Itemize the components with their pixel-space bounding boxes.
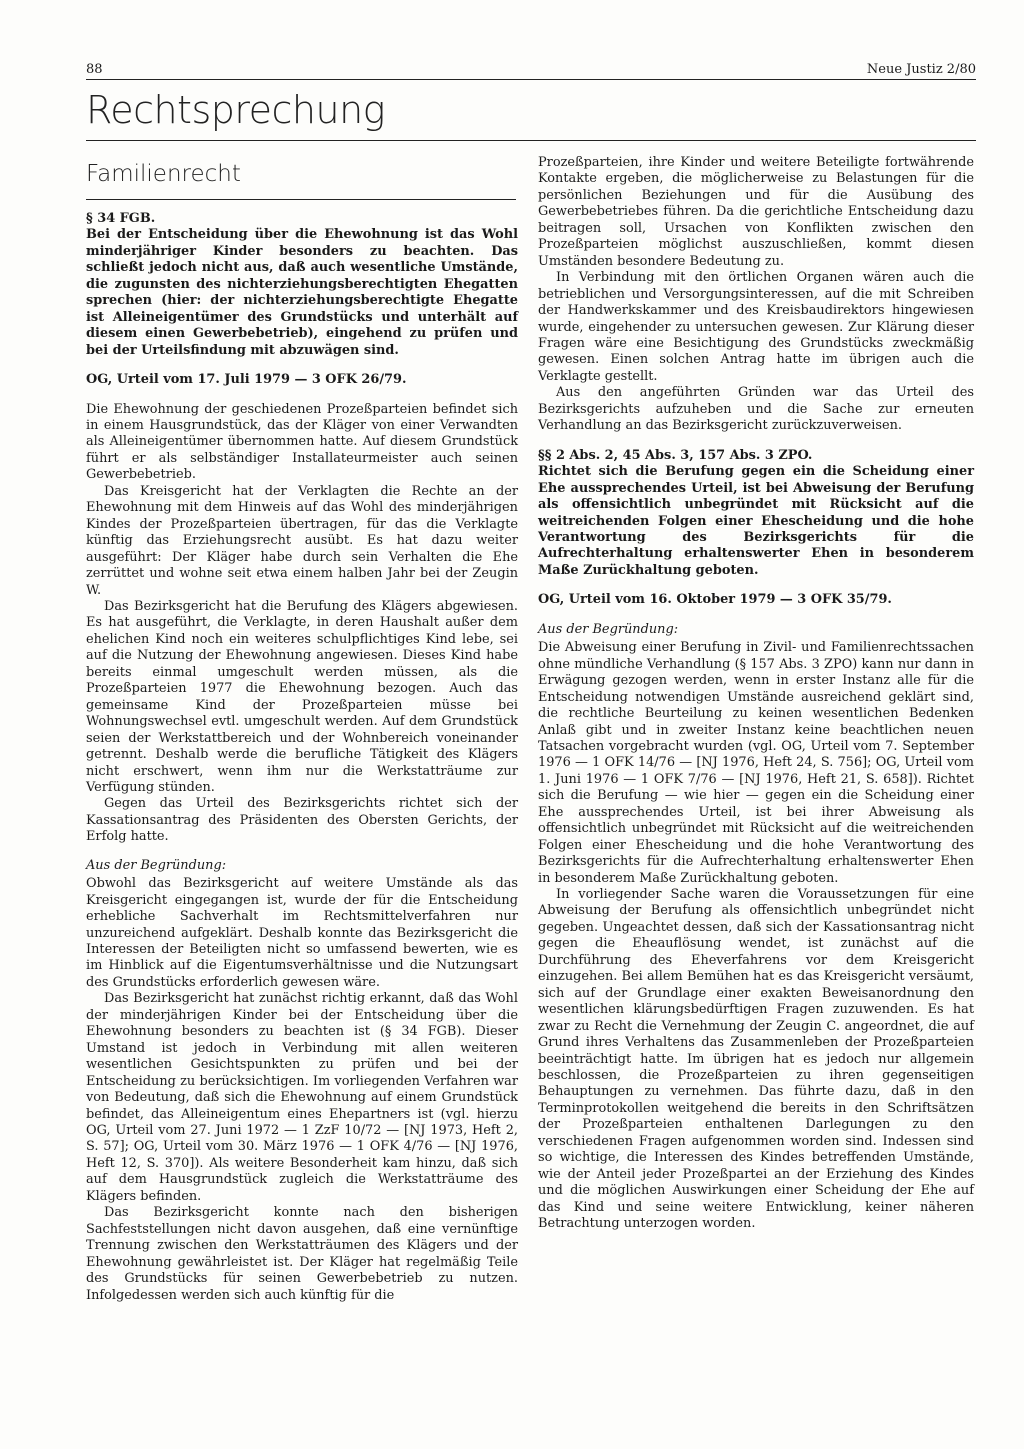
reasoning-subheading: Aus der Begründung: bbox=[538, 621, 679, 637]
section-title: Rechtsprechung bbox=[86, 88, 385, 132]
headnote: Bei der Entscheidung über die Ehewohnung ist das Wohl minderjähriger Kinder besonders zu beachten. Das schließt jedoch nicht aus, daß auch wesentliche Umstände, die zugunsten des nichterziehungsberechtigten Ehegatten sprechen (hier: der nichterziehungsberechtigte Ehegatte ist Alleineigentümer des Grundstücks und unterhält auf diesem einen Gewerbebetrieb), eingehend zu prüfen und bei der Urteilsfindung mit abzuwägen sind. bbox=[86, 227, 518, 358]
left-column bbox=[86, 211, 518, 1304]
right-column bbox=[538, 155, 974, 1233]
court-citation: OG, Urteil vom 17. Juli 1979 — 3 OFK 26/79. bbox=[86, 372, 407, 388]
court-citation: OG, Urteil vom 16. Oktober 1979 — 3 OFK 35/79. bbox=[538, 592, 892, 608]
paragraph: In Verbindung mit den örtlichen Organen wären auch die betrieblichen und Versorgungsinteressen, auf die mit Schreiben der Handwerkskammer und des Kreisbaudirektors hingewiesen wurde, eingehender zu untersuchen gewesen. Zur Klärung dieser Fragen wäre eine Besichtigung des Grundstücks zweckmäßig gewesen. Einen solchen Antrag hatte im übrigen auch die Verklagte gestellt. bbox=[538, 270, 974, 384]
header-rule bbox=[86, 79, 976, 80]
paragraph: Die Ehewohnung der geschiedenen Prozeßparteien befindet sich in einem Hausgrundstück, das der Kläger von einer Verwandten als Alleineigentümer übernommen hatte. Auf diesem Grundstück führt er als selbständiger Installateurmeister auch seinen Gewerbebetrieb. bbox=[86, 401, 518, 483]
journal-issue: Neue Justiz 2/80 bbox=[866, 62, 976, 77]
spacer bbox=[538, 435, 974, 448]
paragraph: In vorliegender Sache waren die Voraussetzungen für eine Abweisung der Berufung als offensichtlich unbegründet nicht gegeben. Ungeachtet dessen, daß sich der Kassationsantrag nicht gegen die Eheauflösung wendet, ist zunächst auf die Durchführung des Eheverfahrens vor dem Kreisgericht einzugehen. Bei allem Bemühen hat es das Kreisgericht versäumt, sich auf der Grundlage einer exakten Beweisanordnung den wesentlichen klärungsbedürftigen Fragen zuzuwenden. Es hat zwar zu Recht die Vernehmung der Zeugin C. angeordnet, die auf Grund ihres Verhaltens das Zusammenleben der Prozeßparteien beeinträchtigt hatte. Im übrigen hat es jedoch nur allgemein beschlossen, die Prozeßparteien zu ihren gegenseitigen Behauptungen zu vernehmen. Das führte dazu, daß in den Terminprotokollen weitgehend die bereits in den Schriftsätzen der Prozeßparteien enthaltenen Darlegungen zu den verschiedenen Fragen aufgenommen worden sind. Indessen sind so wichtige, die Interessen des Kindes betreffenden Umstände, wie der Anteil jeder Prozeßpartei an der Erziehung des Kindes und die möglichen Auswirkungen einer Scheidung der Ehe auf das Kind und seine weitere Entwicklung, keiner näheren Betrachtung unterzogen worden. bbox=[538, 887, 974, 1232]
paragraph: Aus den angeführten Gründen war das Urteil des Bezirksgerichts aufzuheben und die Sache zur erneuten Verhandlung an das Bezirksgericht zurückzuverweisen. bbox=[538, 385, 974, 434]
paragraph: Die Abweisung einer Berufung in Zivil- und Familienrechtssachen ohne mündliche Verhandlung (§ 157 Abs. 3 ZPO) kann nur dann in Erwägung gezogen werden, wenn in erster Instanz alle für die Entscheidung notwendigen Umstände ausreichend geklärt sind, die rechtliche Beurteilung zu keinen wesentlichen Bedenken Anlaß gibt und in zweiter Instanz keine beachtlichen neuen Tatsachen vorgebracht wurden (vgl. OG, Urteil vom 7. September 1976 — 1 OFK 14/76 — [NJ 1976, Heft 24, S. 756]; OG, Urteil vom 1. Juni 1976 — 1 OFK 7/76 — [NJ 1976, Heft 21, S. 658]). Richtet sich die Berufung — wie hier — gegen ein die Scheidung einer Ehe aussprechendes Urteil, ist bei ihrer Abweisung als offensichtlich unbegründet mit Rücksicht auf die weitreichenden Folgen einer Ehescheidung und die hohe Verantwortung des Bezirksgerichts für die Aufrechterhaltung erhaltenswerter Ehen in besonderem Maße Zurückhaltung geboten. bbox=[538, 640, 974, 886]
page-number: 88 bbox=[86, 62, 103, 77]
paragraph: Obwohl das Bezirksgericht auf weitere Umstände als das Kreisgericht eingegangen ist, wurde der für die Entscheidung erhebliche Sachverhalt im Rechtsmittelverfahren nur unzureichend aufgeklärt. Deshalb konnte das Bezirksgericht die Interessen der Beteiligten nicht so umfassend bewerten, wie es im Hinblick auf die Eigentumsverhältnisse und die Nutzungsart des Grundstücks erforderlich gewesen wäre. bbox=[86, 876, 518, 990]
headnote: Richtet sich die Berufung gegen ein die Scheidung einer Ehe aussprechendes Urteil, ist bei Abweisung der Berufung als offensichtlich unbegründet mit Rücksicht auf die weitreichenden Folgen einer Ehescheidung und die hohe Verantwortung des Bezirksgerichts für die Aufrechterhaltung erhaltenswerter Ehen in besonderem Maße Zurückhaltung geboten. bbox=[538, 464, 974, 578]
section-rule bbox=[86, 140, 976, 141]
subsection-title: Familienrecht bbox=[86, 161, 241, 187]
paragraph: Das Bezirksgericht konnte nach den bisherigen Sachfeststellungen nicht davon ausgehen, daß eine vernünftige Trennung zwischen den Werkstatträumen des Klägers und der Ehewohnung gewährleistet ist. Der Kläger hat regelmäßig Teile des Grundstücks für seinen Gewerbebetrieb zu nutzen. Infolgedessen werden sich auch künftig für die bbox=[86, 1205, 518, 1303]
page-header bbox=[86, 62, 976, 80]
law-reference: §§ 2 Abs. 2, 45 Abs. 3, 157 Abs. 3 ZPO. bbox=[538, 447, 813, 463]
law-reference: § 34 FGB. bbox=[86, 211, 156, 226]
paragraph: Das Bezirksgericht hat die Berufung des Klägers abgewiesen. Es hat ausgeführt, die Verklagte, in deren Haushalt außer dem ehelichen Kind noch ein weiteres schulpflichtiges Kind lebe, sei auf die Nutzung der Ehewohnung angewiesen. Dieses Kind habe bereits einmal umgeschult werden müssen, als die Prozeßparteien 1977 die Ehewohnung bezogen. Auch das gemeinsame Kind der Prozeßparteien müsse bei Wohnungswechsel evtl. umgeschult werden. Auf dem Grundstück seien der Werkstattbereich und der Wohnbereich voneinander getrennt. Deshalb werde die berufliche Tätigkeit des Klägers nicht erschwert, wenn ihm nur die Werkstatträume zur Verfügung stünden. bbox=[86, 598, 518, 795]
paragraph: Prozeßparteien, ihre Kinder und weitere Beteiligte fortwährende Kontakte ergeben, die möglicherweise zu Belastungen für die persönlichen Beziehungen und für die Ausübung des Gewerbebetriebes führen. Da die gerichtliche Entscheidung dazu beitragen soll, Ursachen von Konflikten zwischen den Prozeßparteien möglichst auszuschließen, kommt diesen Umständen besondere Bedeutung zu. bbox=[538, 155, 974, 269]
paragraph: Das Kreisgericht hat der Verklagten die Rechte an der Ehewohnung mit dem Hinweis auf das Wohl des minderjährigen Kindes der Prozeßparteien übertragen, für das die Verklagte künftig das Erziehungsrecht ausübt. Es hat dazu weiter ausgeführt: Der Kläger habe durch sein Verhalten die Ehe zerrüttet und wohne seit etwa einem halben Jahr bei der Zeugin W. bbox=[86, 483, 518, 598]
reasoning-subheading: Aus der Begründung: bbox=[86, 857, 227, 873]
subsection-rule bbox=[86, 199, 516, 200]
paragraph: Gegen das Urteil des Bezirksgerichts richtet sich der Kassationsantrag des Präsidenten des Obersten Gerichts, der Erfolg hatte. bbox=[86, 796, 518, 845]
paragraph: Das Bezirksgericht hat zunächst richtig erkannt, daß das Wohl der minderjährigen Kinder bei der Entscheidung über die Ehewohnung besonders zu beachten ist (§ 34 FGB). Dieser Umstand ist jedoch in Verbindung mit allen weiteren wesentlichen Gesichtspunkten zu prüfen und bei der Entscheidung zu berücksichtigen. Im vorliegenden Verfahren war von Bedeutung, daß sich die Ehewohnung auf einem Grundstück befindet, das Alleineigentum eines Ehepartners ist (vgl. hierzu OG, Urteil vom 27. Juni 1972 — 1 ZzF 10/72 — [NJ 1973, Heft 2, S. 57]; OG, Urteil vom 30. März 1976 — 1 OFK 4/76 — [NJ 1976, Heft 12, S. 370]). Als weitere Besonderheit kam hinzu, daß sich auf dem Hausgrundstück zugleich die Werkstatträume des Klägers befinden. bbox=[86, 991, 518, 1204]
